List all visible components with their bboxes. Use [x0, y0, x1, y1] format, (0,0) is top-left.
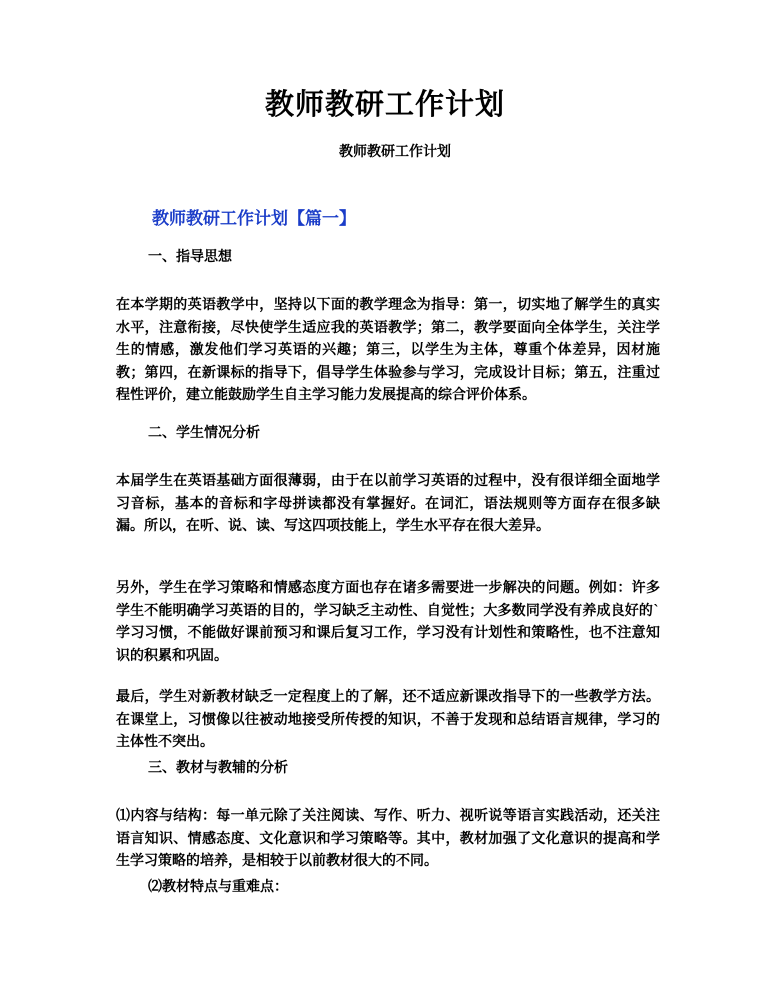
paragraph-student-strategies: 另外，学生在学习策略和情感态度方面也存在诸多需要进一步解决的问题。例如：许多学生不能明确学习英语的目的，学习缺乏主动性、自觉性；大多数同学没有养成良好的`学习习惯，不能做好课前预习和课后复习工作，学习没有计划性和策略性，也不注意知识的积累和巩固。 [116, 580, 660, 664]
paragraph-guiding-ideology: 在本学期的英语教学中，坚持以下面的教学理念为指导：第一，切实地了解学生的真实水平，注意衔接，尽快使学生适应我的英语教学；第二，教学要面向全体学生，关注学生的情感，激发他们学习英语的兴趣；第三，以学生为主体，尊重个体差异，因材施教；第四，在新课标的指导下，倡导学生体验参与学习，完成设计目标；第五，注重过程性评价，建立能鼓励学生自主学习能力发展提高的综合评价体系。 [116, 297, 660, 403]
heading-guiding-ideology: 一、指导思想 [148, 249, 232, 265]
heading-student-analysis: 二、学生情况分析 [148, 425, 260, 441]
paragraph-student-new-textbook: 最后，学生对新教材缺乏一定程度上的了解，还不适应新课改指导下的一些教学方法。在课堂上，习惯像以往被动地接受所传授的知识，不善于发现和总结语言规律，学习的主体性不突出。 [116, 689, 660, 750]
heading-textbook-features: ⑵教材特点与重难点： [148, 879, 288, 895]
paragraph-content-structure: ⑴内容与结构：每一单元除了关注阅读、写作、听力、视听说等语言实践活动，还关注语言知识、情感态度、文化意识和学习策略等。其中，教材加强了文化意识的提高和学生学习策略的培养，是相较于以前教材很大的不同。 [116, 808, 660, 869]
heading-textbook-analysis: 三、教材与教辅的分析 [148, 760, 288, 776]
section-heading-part-one: 教师教研工作计划【篇一】 [152, 209, 356, 229]
document-subtitle: 教师教研工作计划 [339, 144, 451, 160]
paragraph-student-basics: 本届学生在英语基础方面很薄弱，由于在以前学习英语的过程中，没有很详细全面地学习音标，基本的音标和字母拼读都没有掌握好。在词汇，语法规则等方面存在很多缺漏。所以，在听、说、读、写这四项技能上，学生水平存在很大差异。 [116, 473, 660, 534]
document-title: 教师教研工作计划 [264, 87, 505, 121]
